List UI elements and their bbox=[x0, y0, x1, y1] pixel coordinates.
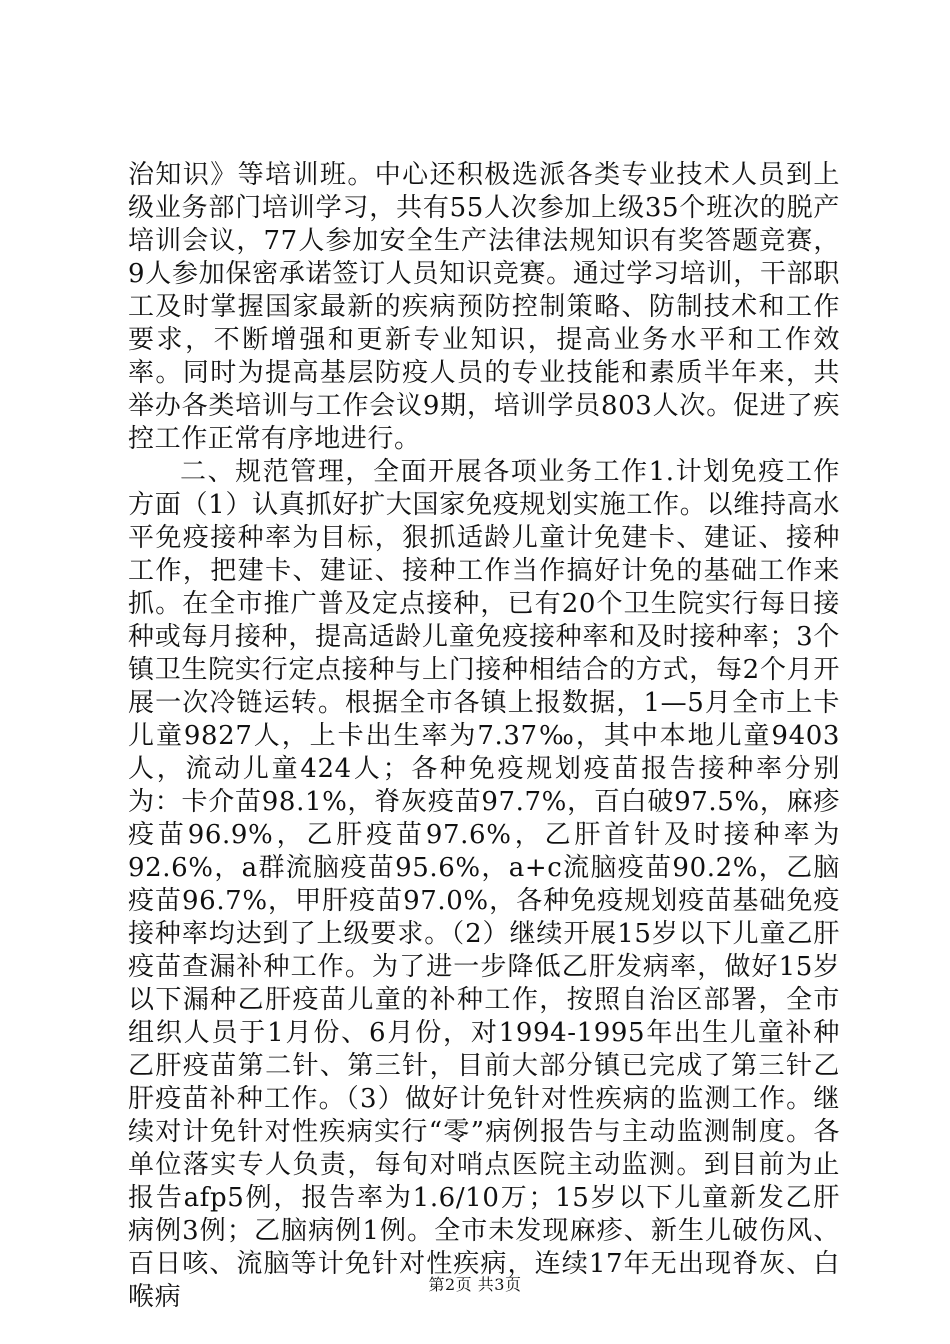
paragraph-section-two: 二、规范管理，全面开展各项业务工作1.计划免疫工作方面（1）认真抓好扩大国家免疫规划实施工作。以维持高水平免疫接种率为目标，狠抓适龄儿童计免建卡、建证、接种工作，把建卡、建证、接种工作当作搞好计免的基础工作来抓。在全市推广普及定点接种，已有20个卫生院实行每日接种或每月接种，提高适龄儿童免疫接种率和及时接种率；3个镇卫生院实行定点接种与上门接种相结合的方式，每2个月开展一次冷链运转。根据全市各镇上报数据，1—5月全市上卡儿童9827人，上卡出生率为7.37‰，其中本地儿童9403人，流动儿童424人；各种免疫规划疫苗报告接种率分别为：卡介苗98.1%，脊灰疫苗97.7%，百白破97.5%，麻疹疫苗96.9%，乙肝疫苗97.6%，乙肝首针及时接种率为92.6%，a群流脑疫苗95.6%，a+c流脑疫苗90.2%，乙脑疫苗96.7%，甲肝疫苗97.0%，各种免疫规划疫苗基础免疫接种率均达到了上级要求。（2）继续开展15岁以下儿童乙肝疫苗查漏补种工作。为了进一步降低乙肝发病率，做好15岁以下漏种乙肝疫苗儿童的补种工作，按照自治区部署，全市组织人员于1月份、6月份，对1994-1995年出生儿童补种乙肝疫苗第二针、第三针，目前大部分镇已完成了第三针乙肝疫苗补种工作。（3）做好计免针对性疾病的监测工作。继续对计免针对性疾病实行“零”病例报告与主动监测制度。各单位落实专人负责，每旬对哨点医院主动监测。到目前为止报告afp5例，报告率为1.6/10万；15岁以下儿童新发乙肝病例3例；乙脑病例1例。全市未发现麻疹、新生儿破伤风、百日咳、流脑等计免针对性疾病，连续17年无出现脊灰、白喉病 bbox=[128, 457, 840, 1312]
body-text bbox=[128, 159, 840, 1314]
page-footer: 第2页 共3页 bbox=[428, 1275, 522, 1294]
paragraph-continuation: 治知识》等培训班。中心还积极选派各类专业技术人员到上级业务部门培训学习，共有55人次参加上级35个班次的脱产培训会议，77人参加安全生产法律法规知识有奖答题竞赛，9人参加保密承诺签订人员知识竞赛。通过学习培训，干部职工及时掌握国家最新的疾病预防控制策略、防制技术和工作要求，不断增强和更新专业知识，提高业务水平和工作效率。同时为提高基层防疫人员的专业技能和素质半年来，共举办各类培训与工作会议9期，培训学员803人次。促进了疾控工作正常有序地进行。 bbox=[128, 160, 840, 454]
